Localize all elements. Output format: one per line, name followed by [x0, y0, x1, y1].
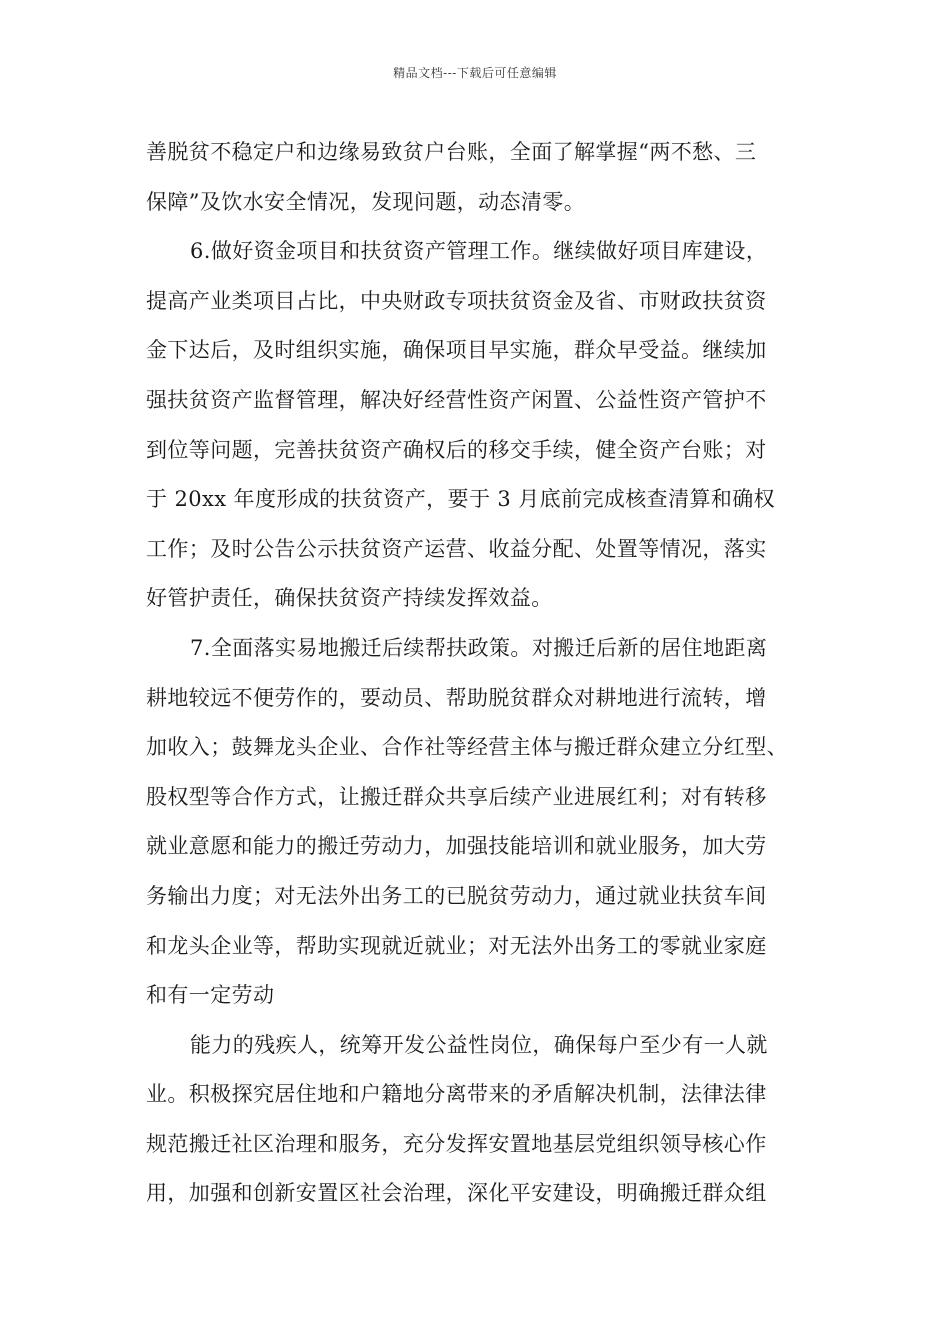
- text-line: 提高产业类项目占比，中央财政专项扶贫资金及省、市财政扶贫资: [146, 288, 767, 313]
- text-line: 到位等问题，完善扶贫资产确权后的移交手续，健全资产台账；对: [146, 437, 767, 462]
- text-line: 金下达后，及时组织实施，确保项目早实施，群众早受益。继续加: [146, 338, 767, 363]
- text-line: 股权型等合作方式，让搬迁群众共享后续产业进展红利；对有转移: [146, 784, 767, 809]
- text-line: 务输出力度；对无法外出务工的已脱贫劳动力，通过就业扶贫车间: [146, 883, 767, 908]
- text-line: 用，加强和创新安置区社会治理，深化平安建设，明确搬迁群众组: [146, 1181, 767, 1206]
- document-body: [146, 132, 806, 1223]
- text-line: 和龙头企业等，帮助实现就近就业；对无法外出务工的零就业家庭: [146, 933, 767, 958]
- text-line: 好管护责任，确保扶贫资产持续发挥效益。: [146, 586, 553, 611]
- text-line: 规范搬迁社区治理和服务，充分发挥安置地基层党组织领导核心作: [146, 1131, 767, 1156]
- text-line: 耕地较远不便劳作的，要动员、帮助脱贫群众对耕地进行流转，增: [146, 685, 767, 710]
- text-line: 7.全面落实易地搬迁后续帮扶政策。对搬迁后新的居住地距离: [190, 635, 768, 660]
- text-line: 就业意愿和能力的搬迁劳动力，加强技能培训和就业服务，加大劳: [146, 834, 767, 859]
- text-line: 加收入；鼓舞龙头企业、合作社等经营主体与搬迁群众建立分红型、: [146, 735, 788, 760]
- text-line: 保障”及饮水安全情况，发现问题，动态清零。: [146, 189, 586, 214]
- text-line: 强扶贫资产监督管理，解决好经营性资产闲置、公益性资产管护不: [146, 387, 767, 412]
- text-line: 和有一定劳动: [146, 983, 275, 1008]
- text-line: 于 20xx 年度形成的扶贫资产，要于 3 月底前完成核查清算和确权: [146, 487, 776, 512]
- page-header: 精品文档---下载后可任意编辑: [393, 66, 557, 80]
- text-line: 6.做好资金项目和扶贫资产管理工作。继续做好项目库建设，: [190, 239, 768, 264]
- text-line: 善脱贫不稳定户和边缘易致贫户台账，全面了解掌握“两不愁、三: [146, 140, 757, 164]
- text-line: 能力的残疾人，统筹开发公益性岗位，确保每户至少有一人就: [190, 1032, 768, 1057]
- text-line: 工作；及时公告公示扶贫资产运营、收益分配、处置等情况，落实: [146, 536, 767, 561]
- text-line: 业。积极探究居住地和户籍地分离带来的矛盾解决机制，法律法律: [146, 1082, 767, 1107]
